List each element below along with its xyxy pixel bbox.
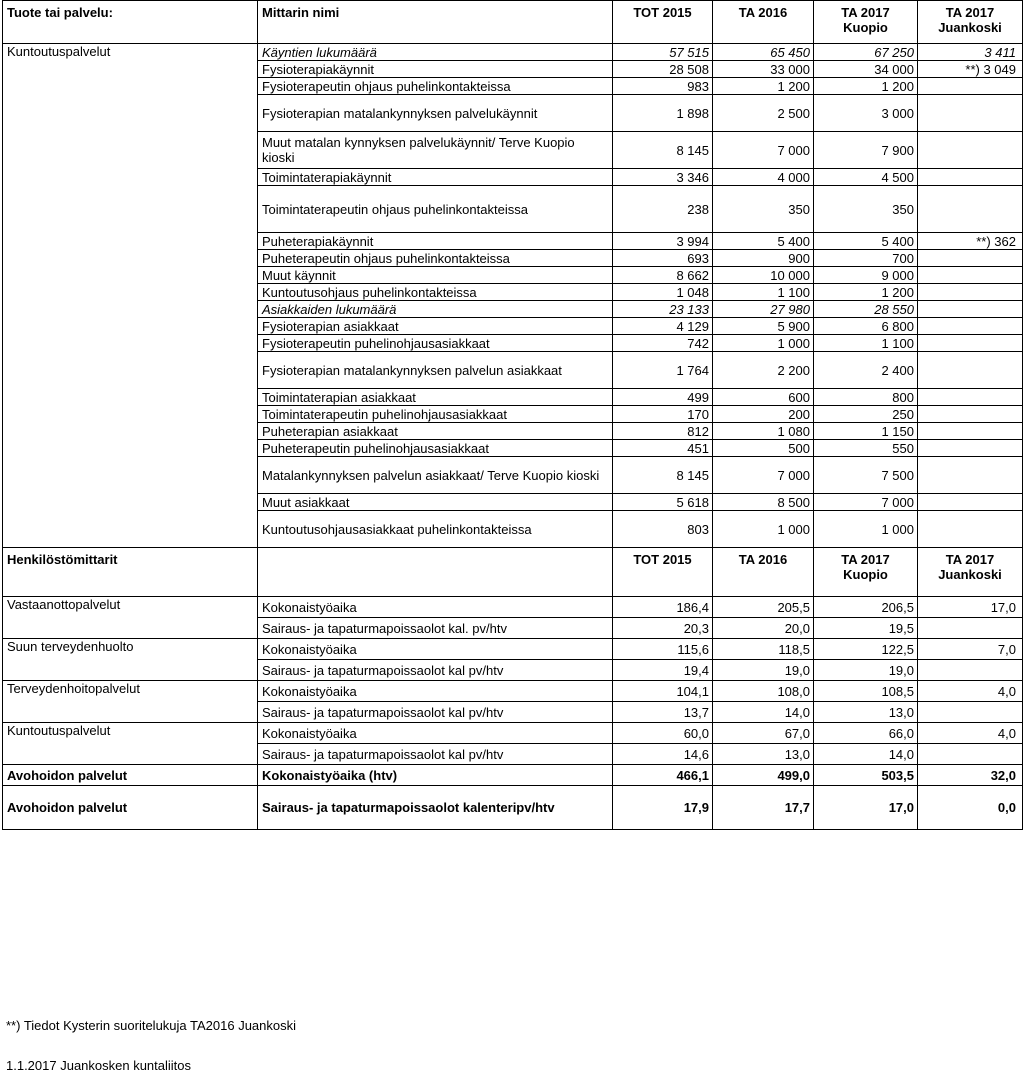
value-col-0: 238	[613, 186, 713, 233]
value-col-0: 17,9	[613, 786, 713, 830]
value-col-0: 8 145	[613, 132, 713, 169]
value-col-1: 500	[713, 440, 814, 457]
staff-header-col-3-line1: TA 2017	[945, 552, 995, 567]
report-sheet	[2, 0, 1022, 830]
header-metric: Mittarin nimi	[258, 1, 613, 44]
metric-name: Sairaus- ja tapaturmapoissaolot kal pv/htv	[258, 660, 613, 681]
value-col-0: 13,7	[613, 702, 713, 723]
category-label: Terveydenhoitopalvelut	[3, 681, 258, 723]
header-col-2-line1: TA 2017	[841, 5, 890, 20]
value-col-2: 550	[814, 440, 918, 457]
value-col-3	[918, 618, 1023, 639]
table-row	[3, 639, 1023, 660]
value-col-0: 3 346	[613, 169, 713, 186]
value-col-0: 803	[613, 511, 713, 548]
header-col-1-line2	[717, 20, 809, 35]
staff-header-col-3	[918, 548, 1023, 597]
metric-name: Toimintaterapiakäynnit	[258, 169, 613, 186]
header-col-2-line2: Kuopio	[843, 20, 888, 35]
value-col-3	[918, 301, 1023, 318]
value-col-0: 19,4	[613, 660, 713, 681]
header-col-0-line1: TOT 2015	[633, 5, 692, 20]
header-col-2	[814, 1, 918, 44]
value-col-0: 14,6	[613, 744, 713, 765]
staff-header-label: Henkilöstömittarit	[3, 548, 258, 597]
metric-name: Kokonaistyöaika	[258, 639, 613, 660]
value-col-0: 28 508	[613, 61, 713, 78]
value-col-1: 900	[713, 250, 814, 267]
value-col-2: 108,5	[814, 681, 918, 702]
header-col-3	[918, 1, 1023, 44]
metric-name: Puheterapiakäynnit	[258, 233, 613, 250]
metric-name: Käyntien lukumäärä	[258, 44, 613, 61]
value-col-2: 7 500	[814, 457, 918, 494]
table-row	[3, 723, 1023, 744]
metric-name: Matalankynnyksen palvelun asiakkaat/ Terve Kuopio kioski	[258, 457, 613, 494]
value-col-2: 1 100	[814, 335, 918, 352]
value-col-1: 600	[713, 389, 814, 406]
value-col-0: 186,4	[613, 597, 713, 618]
value-col-2: 250	[814, 406, 918, 423]
staff-header-col-2-line1: TA 2017	[841, 552, 890, 567]
value-col-0: 1 898	[613, 95, 713, 132]
metric-name: Kokonaistyöaika	[258, 681, 613, 702]
value-col-2: 13,0	[814, 702, 918, 723]
value-col-0: 8 145	[613, 457, 713, 494]
value-col-2: 1 200	[814, 78, 918, 95]
value-col-0: 60,0	[613, 723, 713, 744]
value-col-2: 3 000	[814, 95, 918, 132]
value-col-3	[918, 132, 1023, 169]
value-col-3: **) 362	[918, 233, 1023, 250]
value-col-1: 27 980	[713, 301, 814, 318]
value-col-3: 4,0	[918, 723, 1023, 744]
value-col-1: 350	[713, 186, 814, 233]
staff-header-col-3-line2: Juankoski	[938, 567, 1002, 582]
value-col-3	[918, 440, 1023, 457]
value-col-2: 67 250	[814, 44, 918, 61]
value-col-3	[918, 186, 1023, 233]
value-col-1: 1 100	[713, 284, 814, 301]
metric-name: Kokonaistyöaika (htv)	[258, 765, 613, 786]
value-col-3	[918, 406, 1023, 423]
metric-name: Toimintaterapeutin ohjaus puhelinkontakteissa	[258, 186, 613, 233]
value-col-1: 4 000	[713, 169, 814, 186]
header-col-3-line1: TA 2017	[945, 5, 995, 20]
metric-name: Puheterapeutin puhelinohjausasiakkaat	[258, 440, 613, 457]
value-col-2: 206,5	[814, 597, 918, 618]
staff-header-empty	[258, 548, 613, 597]
value-col-0: 20,3	[613, 618, 713, 639]
table-row	[3, 786, 1023, 830]
value-col-3	[918, 702, 1023, 723]
metric-name: Asiakkaiden lukumäärä	[258, 301, 613, 318]
metric-name: Sairaus- ja tapaturmapoissaolot kal. pv/htv	[258, 618, 613, 639]
merger-note: 1.1.2017 Juankosken kuntaliitos	[6, 1058, 192, 1073]
value-col-0: 23 133	[613, 301, 713, 318]
value-col-3	[918, 318, 1023, 335]
value-col-2: 28 550	[814, 301, 918, 318]
value-col-1: 19,0	[713, 660, 814, 681]
metric-name: Fysioterapian matalankynnyksen palvelun asiakkaat	[258, 352, 613, 389]
value-col-0: 4 129	[613, 318, 713, 335]
value-col-0: 1 764	[613, 352, 713, 389]
value-col-2: 19,0	[814, 660, 918, 681]
value-col-2: 1 000	[814, 511, 918, 548]
value-col-0: 3 994	[613, 233, 713, 250]
metric-name: Kokonaistyöaika	[258, 723, 613, 744]
value-col-1: 67,0	[713, 723, 814, 744]
value-col-0: 812	[613, 423, 713, 440]
value-col-3	[918, 250, 1023, 267]
header-col-1-line1: TA 2016	[738, 5, 788, 20]
value-col-0: 57 515	[613, 44, 713, 61]
metric-name: Kuntoutusohjaus puhelinkontakteissa	[258, 284, 613, 301]
footnote: **) Tiedot Kysterin suoritelukuja TA2016 Juankoski	[6, 1018, 297, 1033]
metric-name: Toimintaterapeutin puhelinohjausasiakkaat	[258, 406, 613, 423]
value-col-0: 104,1	[613, 681, 713, 702]
value-col-1: 205,5	[713, 597, 814, 618]
metric-name: Kokonaistyöaika	[258, 597, 613, 618]
value-col-1: 20,0	[713, 618, 814, 639]
staff-header-col-2-line2: Kuopio	[843, 567, 888, 582]
value-col-0: 499	[613, 389, 713, 406]
value-col-3	[918, 660, 1023, 681]
value-col-3: 0,0	[918, 786, 1023, 830]
table-row	[3, 765, 1023, 786]
value-col-0: 742	[613, 335, 713, 352]
value-col-0: 170	[613, 406, 713, 423]
metric-name: Fysioterapeutin ohjaus puhelinkontakteissa	[258, 78, 613, 95]
staff-header-col-0-line2	[617, 567, 708, 582]
value-col-1: 7 000	[713, 457, 814, 494]
value-col-3	[918, 78, 1023, 95]
value-col-3	[918, 511, 1023, 548]
value-col-3	[918, 335, 1023, 352]
value-col-3: 4,0	[918, 681, 1023, 702]
header-col-3-line2: Juankoski	[938, 20, 1002, 35]
staff-header-col-2	[814, 548, 918, 597]
category-label: Avohoidon palvelut	[3, 786, 258, 830]
value-col-1: 13,0	[713, 744, 814, 765]
value-col-1: 65 450	[713, 44, 814, 61]
value-col-3	[918, 494, 1023, 511]
value-col-2: 700	[814, 250, 918, 267]
metric-name: Kuntoutusohjausasiakkaat puhelinkontakteissa	[258, 511, 613, 548]
header-col-0	[613, 1, 713, 44]
value-col-1: 10 000	[713, 267, 814, 284]
value-col-2: 19,5	[814, 618, 918, 639]
value-col-0: 466,1	[613, 765, 713, 786]
value-col-2: 9 000	[814, 267, 918, 284]
value-col-0: 115,6	[613, 639, 713, 660]
value-col-2: 34 000	[814, 61, 918, 78]
value-col-3	[918, 95, 1023, 132]
metric-name: Muut matalan kynnyksen palvelukäynnit/ Terve Kuopio kioski	[258, 132, 613, 169]
value-col-2: 2 400	[814, 352, 918, 389]
value-col-3	[918, 389, 1023, 406]
value-col-2: 503,5	[814, 765, 918, 786]
value-col-3: 17,0	[918, 597, 1023, 618]
metric-name: Fysioterapian asiakkaat	[258, 318, 613, 335]
value-col-2: 5 400	[814, 233, 918, 250]
value-col-2: 6 800	[814, 318, 918, 335]
metrics-table	[2, 0, 1023, 830]
value-col-0: 1 048	[613, 284, 713, 301]
value-col-0: 693	[613, 250, 713, 267]
table-row	[3, 597, 1023, 618]
value-col-1: 33 000	[713, 61, 814, 78]
value-col-1: 17,7	[713, 786, 814, 830]
value-col-2: 1 150	[814, 423, 918, 440]
value-col-2: 14,0	[814, 744, 918, 765]
metric-name: Fysioterapiakäynnit	[258, 61, 613, 78]
value-col-2: 800	[814, 389, 918, 406]
value-col-1: 14,0	[713, 702, 814, 723]
value-col-2: 66,0	[814, 723, 918, 744]
metric-name: Toimintaterapian asiakkaat	[258, 389, 613, 406]
metric-name: Muut asiakkaat	[258, 494, 613, 511]
value-col-2: 122,5	[814, 639, 918, 660]
value-col-1: 7 000	[713, 132, 814, 169]
table-row	[3, 681, 1023, 702]
table-row	[3, 44, 1023, 61]
metric-name: Sairaus- ja tapaturmapoissaolot kal pv/htv	[258, 744, 613, 765]
value-col-1: 1 200	[713, 78, 814, 95]
staff-header-col-1-line1: TA 2016	[738, 552, 788, 567]
category-label: Vastaanottopalvelut	[3, 597, 258, 639]
value-col-0: 451	[613, 440, 713, 457]
value-col-1: 118,5	[713, 639, 814, 660]
category-label: Avohoidon palvelut	[3, 765, 258, 786]
value-col-3	[918, 352, 1023, 389]
table-header	[3, 1, 1023, 44]
staff-header-col-1-line2	[717, 567, 809, 582]
value-col-1: 1 080	[713, 423, 814, 440]
category-label: Suun terveydenhuolto	[3, 639, 258, 681]
staff-header-col-1	[713, 548, 814, 597]
staff-header-col-0	[613, 548, 713, 597]
value-col-1: 2 500	[713, 95, 814, 132]
value-col-3: 7,0	[918, 639, 1023, 660]
value-col-1: 499,0	[713, 765, 814, 786]
value-col-2: 4 500	[814, 169, 918, 186]
category-label: Kuntoutuspalvelut	[3, 44, 258, 548]
value-col-1: 200	[713, 406, 814, 423]
value-col-3	[918, 457, 1023, 494]
value-col-2: 7 000	[814, 494, 918, 511]
category-label: Kuntoutuspalvelut	[3, 723, 258, 765]
value-col-1: 2 200	[713, 352, 814, 389]
value-col-0: 983	[613, 78, 713, 95]
value-col-2: 7 900	[814, 132, 918, 169]
metric-name: Sairaus- ja tapaturmapoissaolot kalenteripv/htv	[258, 786, 613, 830]
value-col-3: 3 411	[918, 44, 1023, 61]
value-col-3	[918, 169, 1023, 186]
value-col-3: **) 3 049	[918, 61, 1023, 78]
value-col-2: 350	[814, 186, 918, 233]
metric-name: Puheterapeutin ohjaus puhelinkontakteissa	[258, 250, 613, 267]
value-col-3	[918, 423, 1023, 440]
value-col-1: 1 000	[713, 335, 814, 352]
value-col-3	[918, 267, 1023, 284]
value-col-1: 108,0	[713, 681, 814, 702]
metric-name: Muut käynnit	[258, 267, 613, 284]
metric-name: Puheterapian asiakkaat	[258, 423, 613, 440]
staff-header	[3, 548, 1023, 597]
value-col-0: 8 662	[613, 267, 713, 284]
value-col-3	[918, 744, 1023, 765]
header-col-0-line2	[617, 20, 708, 35]
header-col-1	[713, 1, 814, 44]
value-col-3: 32,0	[918, 765, 1023, 786]
value-col-2: 17,0	[814, 786, 918, 830]
value-col-2: 1 200	[814, 284, 918, 301]
value-col-1: 5 400	[713, 233, 814, 250]
value-col-0: 5 618	[613, 494, 713, 511]
staff-header-col-0-line1: TOT 2015	[633, 552, 692, 567]
metric-name: Fysioterapian matalankynnyksen palvelukäynnit	[258, 95, 613, 132]
header-category: Tuote tai palvelu:	[3, 1, 258, 44]
metric-name: Fysioterapeutin puhelinohjausasiakkaat	[258, 335, 613, 352]
value-col-1: 8 500	[713, 494, 814, 511]
value-col-1: 1 000	[713, 511, 814, 548]
value-col-1: 5 900	[713, 318, 814, 335]
value-col-3	[918, 284, 1023, 301]
metric-name: Sairaus- ja tapaturmapoissaolot kal pv/htv	[258, 702, 613, 723]
